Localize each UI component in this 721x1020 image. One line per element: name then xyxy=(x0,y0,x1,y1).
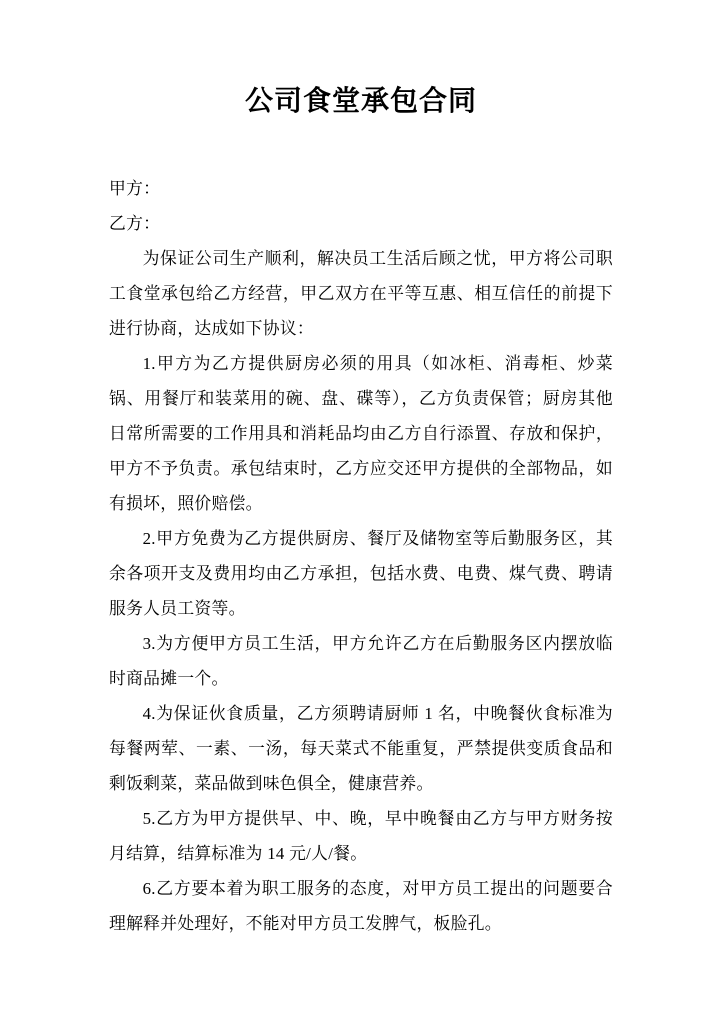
clause-paragraph-5: 5.乙方为甲方提供早、中、晚，早中晚餐由乙方与甲方财务按月结算，结算标准为 14 元/人/餐。 xyxy=(109,809,613,864)
document-title: 公司食堂承包合同 xyxy=(244,86,477,117)
clause-paragraph-6: 6.乙方要本着为职工服务的态度，对甲方员工提出的问题要合理解释并处理好，不能对甲方员工发脾气，板脸孔。 xyxy=(109,879,613,934)
clause-paragraph-1: 1.甲方为乙方提供厨房必须的用具（如冰柜、消毒柜、炒菜锅、用餐厅和装菜用的碗、盘、碟等），乙方负责保管；厨房其他日常所需要的工作用具和消耗品均由乙方自行添置、存放和保护，甲方不予负责。承包结束时，乙方应交还甲方提供的全部物品，如有损坏，照价赔偿。 xyxy=(109,354,613,514)
clause-paragraph-2: 2.甲方免费为乙方提供厨房、餐厅及储物室等后勤服务区，其余各项开支及费用均由乙方承担，包括水费、电费、煤气费、聘请服务人员工资等。 xyxy=(109,529,613,619)
contract-body xyxy=(109,241,613,941)
preamble-paragraph: 为保证公司生产顺利，解决员工生活后顾之忧，甲方将公司职工食堂承包给乙方经营，甲乙双方在平等互惠、相互信任的前提下进行协商，达成如下协议： xyxy=(109,249,613,339)
clause-paragraph-4: 4.为保证伙食质量，乙方须聘请厨师 1 名，中晚餐伙食标准为每餐两荤、一素、一汤，每天菜式不能重复，严禁提供变质食品和剩饭剩菜，菜品做到味色俱全，健康营养。 xyxy=(109,704,613,794)
party-block xyxy=(109,171,613,241)
party-a-line: 甲方： xyxy=(109,179,161,199)
clause-paragraph-3: 3.为方便甲方员工生活，甲方允许乙方在后勤服务区内摆放临时商品摊一个。 xyxy=(109,634,613,689)
party-b-line: 乙方： xyxy=(109,214,161,234)
